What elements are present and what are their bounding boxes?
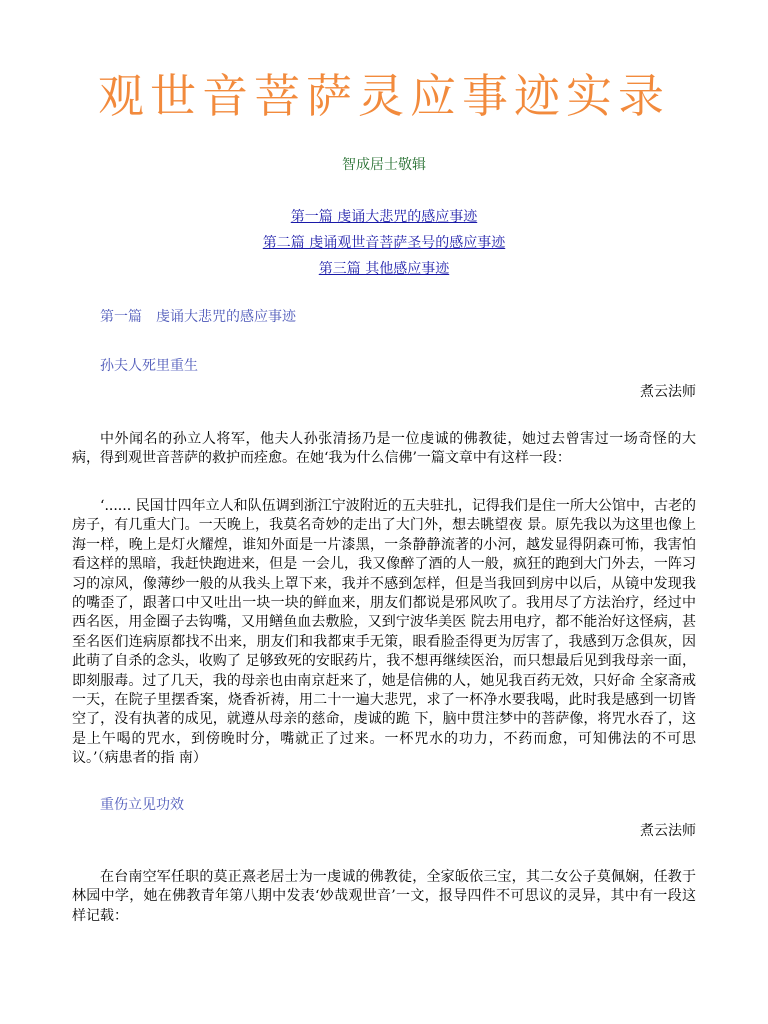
story-intro-2: 在台南空军任职的莫正熹老居士为一虔诚的佛教徒，全家皈依三宝，其二女公子莫佩娴，任教于林园中学，她在佛教青年第八期中发表‘妙哉观世音’一文，报导四件不可思议的灵异，其中有一段这样记载： <box>72 869 696 924</box>
toc-link-chapter-1[interactable]: 第一篇 虔诵大悲咒的感应事迹 <box>290 209 478 225</box>
toc-link-chapter-2[interactable]: 第二篇 虔诵观世音菩萨圣号的感应事迹 <box>262 235 506 251</box>
story-source-2: 煮云法师 <box>640 823 696 839</box>
story-title-1: 孙夫人死里重生 <box>100 358 198 374</box>
author-credit: 智成居士敬辑 <box>342 157 426 173</box>
toc-link-chapter-3[interactable]: 第三篇 其他感应事迹 <box>318 261 450 277</box>
story-title-2: 重伤立见功效 <box>100 797 184 813</box>
table-of-contents <box>0 204 768 282</box>
document-title: 观世音菩萨灵应事迹实录 <box>98 69 670 123</box>
story-quote-1: ‘...... 民国廿四年立人和队伍调到浙江宁波附近的五夫驻扎，记得我们是住一所大公馆中，古老的房子，有几重大门。一天晚上，我莫名奇妙的走出了大门外，想去眺望夜 景。原先我以为这里也像上海一样，晚上是灯火耀煌，谁知外面是一片漆黑，一条静静流著的小河，越发显得阴森可怖，我害怕看这样的黑暗，我赶快跑进来，但是 一会儿，我又像醉了酒的人一般，疯狂的跑到大门外去，一阵习习的凉风，像薄纱一般的从我头上罩下来，我并不感到怎样，但是当我回到房中以后，从镜中发现我 的嘴歪了，跟著口中又吐出一块一块的鲜血来，朋友们都说是邪风吹了。我用尽了方法治疗，经过中西名医，用金圈子去钩嘴，又用鳝鱼血去敷脸，又到宁波华美医 院去用电疗，都不能治好这怪病，甚至名医们连病原都找不出来，朋友们和我都束手无策，眼看脸歪得更为厉害了，我感到万念俱灰，因此萌了自杀的念头，收购了 足够致死的安眠药片，我不想再继续医治，而只想最后见到我母亲一面，即刻服毒。过了几天，我的母亲也由南京赶来了，她是信佛的人，她见我百药无效，只好命 全家斋戒一天，在院子里摆香案，烧香祈祷，用二十一遍大悲咒，求了一杯净水要我喝，此时我是感到一切皆空了，没有执著的成见，就遵从母亲的慈命，虔诚的跪 下，脑中贯注梦中的菩萨像，将咒水吞了，这是上午喝的咒水，到傍晚时分，嘴就正了过来。一杯咒水的功力，不药而愈，可知佛法的不可思议。’（病患者的指 南） <box>72 498 696 767</box>
story-source-1: 煮云法师 <box>640 384 696 400</box>
chapter-heading: 第一篇 虔诵大悲咒的感应事迹 <box>100 309 296 325</box>
story-intro-1: 中外闻名的孙立人将军，他夫人孙张清扬乃是一位虔诚的佛教徒，她过去曾害过一场奇怪的大病，得到观世音菩萨的救护而痊愈。在她‘我为什么信佛’一篇文章中有这样一段： <box>72 431 696 467</box>
